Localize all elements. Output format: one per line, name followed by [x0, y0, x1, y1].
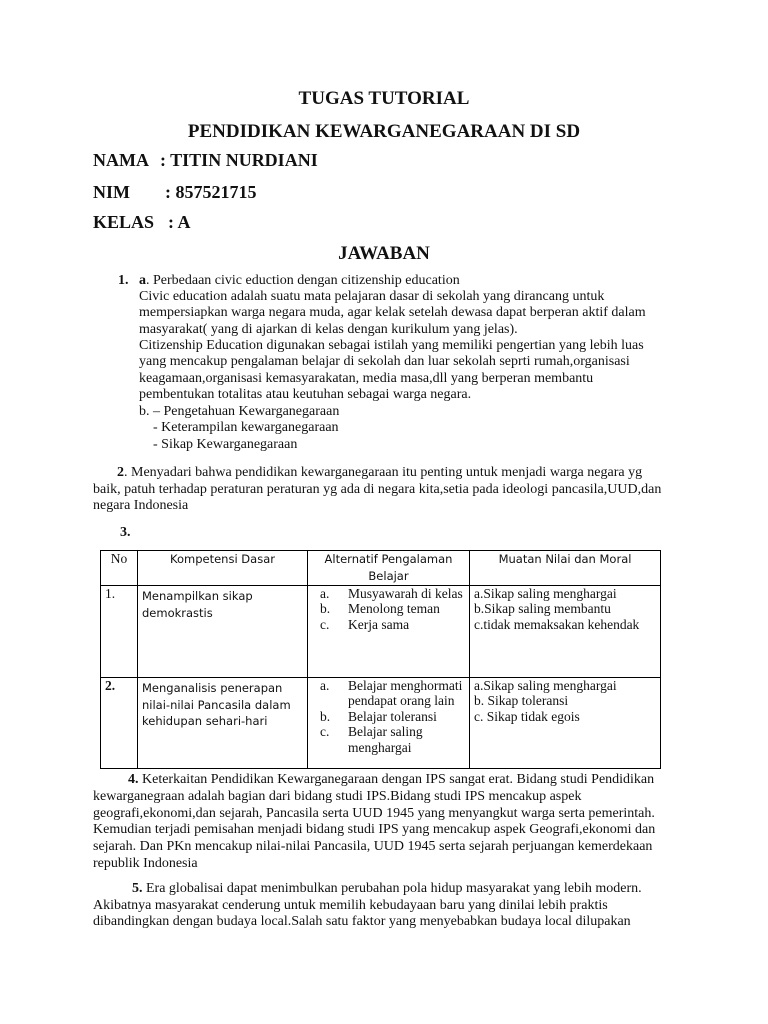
q1-line: masyarakat( yang di ajarkan di kelas dengan kurikulum yang jelas). [139, 322, 518, 337]
list-text: Belajar saling menghargai [348, 724, 423, 755]
q1-line: pembentukan totalitas atau keutuhan sebagai warga negara. [139, 387, 472, 402]
header-no: No [101, 551, 138, 586]
header-muatan: Muatan Nilai dan Moral [470, 551, 661, 586]
nim-label: NIM [93, 182, 130, 202]
q1-number: 1. [118, 273, 129, 288]
doc-title: TUGAS TUTORIAL [298, 88, 470, 109]
list-text: Belajar toleransi [348, 708, 437, 724]
row-alternatif [308, 586, 470, 678]
name-value: : TITIN NURDIANI [160, 150, 318, 170]
list-text: Menolong teman [348, 601, 440, 617]
q4-line: sejarah. Dan PKn mencakup nilai-nilai Pancasila, UUD 1945 serta sejarah perjuangan kemerdekaan [93, 839, 653, 854]
q5-line: dibandingkan dengan budaya local.Salah satu faktor yang menyebabkan budaya local dilupakan [93, 914, 631, 929]
list-marker: c. [320, 724, 330, 740]
row-alternatif [308, 678, 470, 769]
q2-number: 2 [117, 465, 124, 480]
q5-line-1 [132, 881, 642, 897]
q4-number: 4. [128, 772, 139, 787]
muatan-item: b.Sikap saling membantu [474, 601, 611, 617]
list-marker: c. [320, 616, 330, 632]
q2-line: baik, patuh terhadap peraturan peraturan yg ada di negara kita,setia pada ideologi pancasila,UUD,dan [93, 482, 662, 497]
q4-line: republik Indonesia [93, 856, 198, 871]
q4-line: kewarganegraan adalah bagian dari bidang studi IPS.Bidang studi IPS mencakup aspek [93, 789, 582, 804]
kelas-label: KELAS [93, 212, 155, 232]
q2-line-1 [117, 465, 642, 481]
list-item [320, 601, 465, 617]
kelas-value: : A [168, 212, 191, 232]
muatan-item: a.Sikap saling menghargai [474, 678, 617, 693]
list-text: Musyawarah di kelas [348, 586, 463, 601]
muatan-item: a.Sikap saling menghargai [474, 586, 617, 601]
name-label: NAMA [93, 150, 149, 170]
q1-b-line: b. – Pengetahuan Kewarganegaraan [139, 404, 340, 419]
table-row [101, 586, 661, 678]
alternatif-list [312, 586, 465, 632]
competency-table [100, 550, 661, 769]
q1-line: yang mencakup pengalaman belajar di sekolah dan luar sekolah seprti rumah,organisasi [139, 354, 630, 369]
q1-line: Civic education adalah suatu mata pelajaran dasar di sekolah yang dirancang untuk [139, 289, 605, 304]
q1-a-heading [139, 273, 460, 289]
q4-line-1 [128, 772, 654, 788]
row-kompetensi: Menampilkan sikap demokrastis [138, 586, 308, 678]
list-item [320, 724, 465, 755]
q5-number: 5. [132, 881, 143, 896]
list-text: Kerja sama [348, 616, 410, 632]
muatan-item: c.tidak memaksakan kehendak [474, 616, 640, 632]
table-header-row [101, 551, 661, 586]
list-marker: b. [320, 708, 331, 724]
list-item [320, 616, 465, 632]
list-item [320, 708, 465, 724]
list-marker: a. [320, 586, 330, 601]
q1-a-title: . Perbedaan civic eduction dengan citizenship education [146, 273, 460, 288]
list-item [320, 678, 465, 709]
list-marker: b. [320, 601, 331, 617]
jawaban-heading: JAWABAN [338, 243, 430, 264]
row-no: 1. [101, 586, 138, 678]
header-kompetensi: Kompetensi Dasar [138, 551, 308, 586]
muatan-item: c. Sikap tidak egois [474, 708, 580, 724]
alternatif-list [312, 678, 465, 755]
muatan-item: b. Sikap toleransi [474, 693, 569, 709]
list-item [320, 586, 465, 601]
q5-line: Akibatnya masyarakat cenderung untuk memilih kebudayaan baru yang dinilai lebih praktis [93, 898, 608, 913]
q1-line: Citizenship Education digunakan sebagai istilah yang memiliki pengertian yang lebih luas [139, 338, 644, 353]
q4-line: Kemudian terjadi pemisahan menjadi bidang studi IPS yang mencakup aspek Geografi,ekonomi dan [93, 822, 656, 837]
header-alternatif: Alternatif Pengalaman Belajar [308, 551, 470, 586]
q2-text: . Menyadari bahwa pendidikan kewarganegaraan itu penting untuk menjadi warga negara yg [124, 465, 643, 480]
q1-b-line: - Sikap Kewarganegaraan [153, 437, 298, 452]
q1-line: mempersiapkan warga negara muda, agar kelak setelah dewasa dapat berperan aktif dalam [139, 305, 646, 320]
q1-a-marker: a [139, 273, 146, 288]
q4-text: Keterkaitan Pendidikan Kewarganegaraan dengan IPS sangat erat. Bidang studi Pendidikan [138, 772, 655, 787]
doc-subtitle: PENDIDIKAN KEWARGANEGARAAN DI SD [187, 121, 581, 142]
nim-value: : 857521715 [165, 182, 257, 202]
row-muatan [470, 586, 661, 678]
row-kompetensi: Menganalisis penerapan nilai-nilai Pancasila dalam kehidupan sehari-hari [138, 678, 308, 769]
q1-line: keagamaan,organisasi kemasyarakatan, media masa,dll yang berperan membantu [139, 371, 594, 386]
row-no: 2. [101, 678, 138, 769]
row-muatan [470, 678, 661, 769]
q2-line: negara Indonesia [93, 498, 189, 513]
q4-line: geografi,ekonomi,dan sejarah, Pancasila serta UUD 1945 yang menyangkut warga serta pemerintah. [93, 806, 655, 821]
q3-number: 3. [120, 525, 131, 540]
table-row [101, 678, 661, 769]
q1-b-line: - Keterampilan kewarganegaraan [153, 420, 339, 435]
list-marker: a. [320, 678, 330, 693]
q5-text: Era globalisai dapat menimbulkan perubahan pola hidup masyarakat yang lebih modern. [142, 881, 642, 896]
list-text: Belajar menghormati pendapat orang lain [348, 678, 463, 709]
